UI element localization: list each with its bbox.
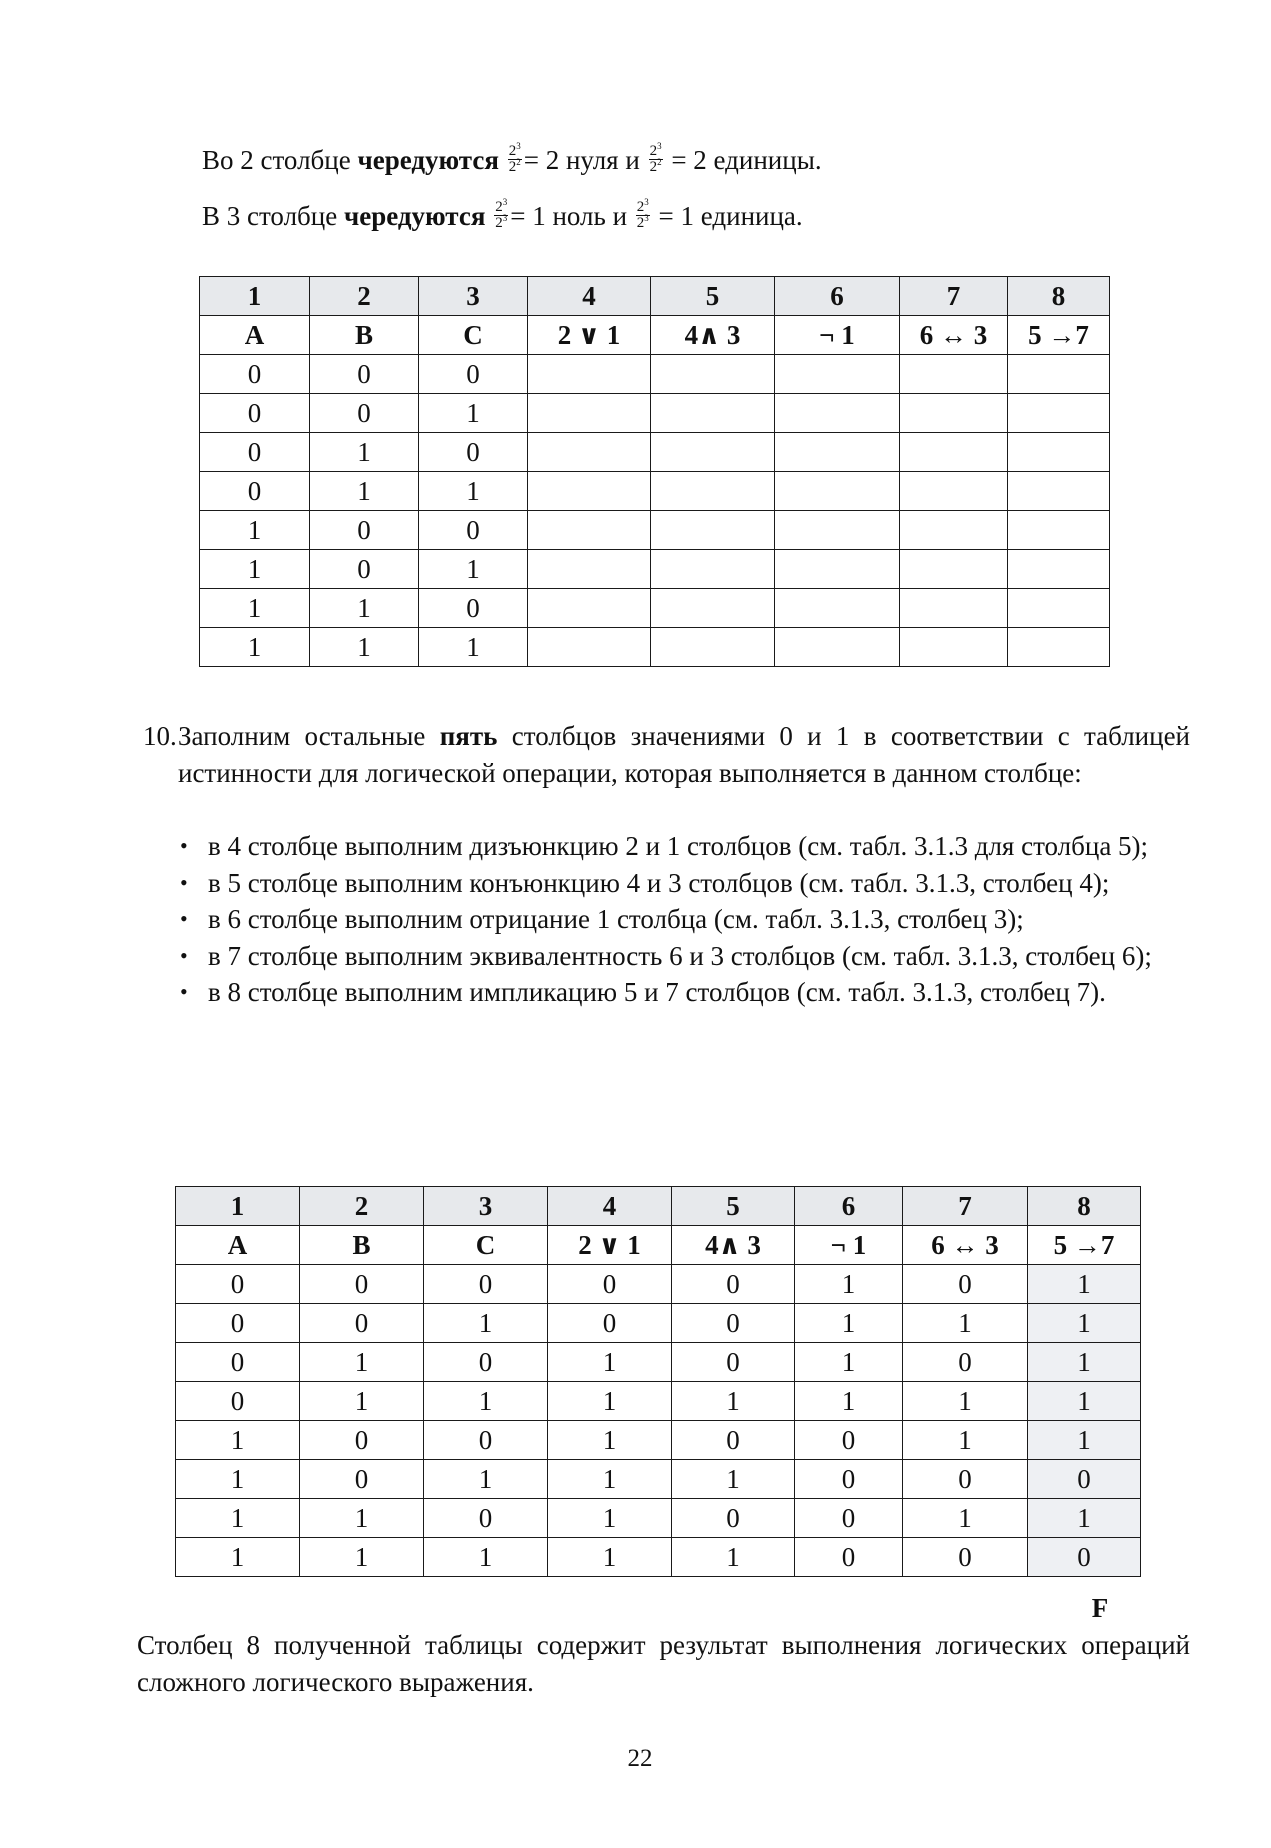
table-cell: 1	[200, 589, 310, 628]
table-cell	[1008, 628, 1110, 667]
table-row	[176, 1304, 1141, 1343]
table-cell: 0	[672, 1499, 795, 1538]
table-cell	[900, 628, 1008, 667]
conclusion-paragraph: Столбец 8 полученной таблицы содержит результат выполнения логических операций сложного логического выражения.	[137, 1630, 1190, 1697]
result-column-label: F	[1091, 1593, 1109, 1623]
table-cell: 0	[200, 433, 310, 472]
operations-list	[178, 828, 1190, 1011]
table-cell	[775, 355, 900, 394]
table-cell: 0	[419, 355, 528, 394]
table-cell	[1008, 394, 1110, 433]
fraction: $\frac{2^3}{2^3}$	[636, 197, 649, 232]
table-cell: 0	[424, 1499, 548, 1538]
table-cell: 1	[903, 1304, 1028, 1343]
table-cell: 0	[424, 1343, 548, 1382]
column-operation: ¬ 1	[795, 1226, 903, 1265]
table-row	[200, 394, 1110, 433]
table-cell: 1	[200, 550, 310, 589]
table-cell: 1	[200, 628, 310, 667]
table-cell: 0	[903, 1265, 1028, 1304]
table-cell: 1	[310, 628, 419, 667]
table-cell: 1	[424, 1460, 548, 1499]
table-cell: 0	[903, 1343, 1028, 1382]
table-cell: 0	[548, 1304, 672, 1343]
table-cell: 1	[548, 1421, 672, 1460]
table-cell	[651, 472, 775, 511]
table-cell	[775, 550, 900, 589]
table-cell: 0	[424, 1421, 548, 1460]
table-cell: 1	[310, 589, 419, 628]
table-row	[200, 589, 1110, 628]
table-cell	[900, 589, 1008, 628]
table-cell: 0	[795, 1421, 903, 1460]
table-cell	[651, 394, 775, 433]
bold-term: пять	[439, 721, 498, 751]
table-cell: 1	[176, 1421, 300, 1460]
bold-term: чередуются	[357, 145, 499, 175]
column-operation: B	[300, 1226, 424, 1265]
table-cell: 0	[795, 1538, 903, 1577]
bullet-icon: •	[180, 869, 188, 895]
table-cell: 1	[419, 550, 528, 589]
column-operation: 5 →7	[1028, 1226, 1141, 1265]
table-cell: 1	[548, 1499, 672, 1538]
table-cell: 0	[672, 1304, 795, 1343]
table-cell: 0	[419, 511, 528, 550]
table-cell: 1	[672, 1538, 795, 1577]
column-operation: 4∧ 3	[672, 1226, 795, 1265]
fraction: $\frac{2^3}{2^2}$	[508, 141, 521, 176]
table-cell: 0	[424, 1265, 548, 1304]
table-cell	[1008, 589, 1110, 628]
table-cell: 1	[176, 1538, 300, 1577]
table-cell	[651, 628, 775, 667]
table-cell: 1	[300, 1382, 424, 1421]
column-operation-row	[200, 316, 1110, 355]
table-cell: 0	[419, 589, 528, 628]
table-cell: 1	[1028, 1343, 1141, 1382]
table-cell	[775, 394, 900, 433]
table-cell: 1	[795, 1382, 903, 1421]
list-item-text: в 4 столбце выполним дизъюнкцию 2 и 1 столбцов (см. табл. 3.1.3 для столбца 5);	[208, 831, 1149, 861]
table-cell: 1	[1028, 1265, 1141, 1304]
column-operation: ¬ 1	[775, 316, 900, 355]
list-item	[178, 828, 1190, 865]
table-cell	[651, 355, 775, 394]
table-cell: 1	[300, 1538, 424, 1577]
table-cell: 1	[548, 1382, 672, 1421]
table-cell	[775, 433, 900, 472]
table-row	[200, 433, 1110, 472]
bullet-icon: •	[180, 979, 188, 1004]
column-number: 2	[300, 1187, 424, 1226]
table-cell	[775, 589, 900, 628]
table-cell	[1008, 355, 1110, 394]
table-cell: 0	[300, 1304, 424, 1343]
column-operation: A	[176, 1226, 300, 1265]
table-cell: 0	[903, 1460, 1028, 1499]
intro-line-2: В 3 столбце чередуются $\frac{2^3}{2^3}$ = 1 ноль и $\frac{2^3}{2^3}$ = 1 единица.	[202, 197, 803, 232]
table-cell	[528, 511, 651, 550]
column-number: 7	[903, 1187, 1028, 1226]
table-cell: 1	[424, 1304, 548, 1343]
table-cell: 0	[200, 355, 310, 394]
table-cell: 0	[672, 1343, 795, 1382]
column-operation-row	[176, 1226, 1141, 1265]
column-operation: C	[424, 1226, 548, 1265]
fraction: $\frac{2^3}{2^3}$	[495, 197, 508, 232]
table-cell: 1	[424, 1382, 548, 1421]
table-cell	[775, 628, 900, 667]
list-item	[178, 901, 1190, 938]
table-cell: 0	[672, 1421, 795, 1460]
list-item-text: в 5 столбце выполним конъюнкцию 4 и 3 столбцов (см. табл. 3.1.3, столбец 4);	[208, 867, 1110, 898]
table-cell	[528, 355, 651, 394]
bold-term: чередуются	[343, 201, 486, 231]
table-row	[176, 1421, 1141, 1460]
list-item	[178, 865, 1190, 902]
table-cell	[900, 433, 1008, 472]
column-operation: B	[310, 316, 419, 355]
table-cell: 0	[419, 433, 528, 472]
table-cell: 1	[1028, 1382, 1141, 1421]
table-cell: 1	[300, 1343, 424, 1382]
table-row	[200, 472, 1110, 511]
table-cell: 1	[672, 1382, 795, 1421]
fraction: $\frac{2^3}{2^2}$	[649, 141, 662, 176]
list-item-text: в 8 столбце выполним импликацию 5 и 7 столбцов (см. табл. 3.1.3, столбец 7).	[208, 977, 1106, 1007]
table-cell: 1	[1028, 1304, 1141, 1343]
table-cell	[651, 550, 775, 589]
table-cell: 0	[200, 472, 310, 511]
table-cell: 1	[419, 394, 528, 433]
table-cell: 1	[548, 1460, 672, 1499]
truth-table-empty	[199, 276, 1110, 667]
table-cell	[775, 511, 900, 550]
column-number: 1	[200, 277, 310, 316]
table-cell: 0	[1028, 1538, 1141, 1577]
intro-line-1: Во 2 столбце чередуются $\frac{2^3}{2^2}$ = 2 нуля и $\frac{2^3}{2^2}$ = 2 единицы.	[202, 141, 822, 176]
column-number: 5	[651, 277, 775, 316]
table-cell: 0	[1028, 1460, 1141, 1499]
table-cell: 1	[176, 1460, 300, 1499]
column-number-row	[176, 1187, 1141, 1226]
table-cell: 0	[300, 1460, 424, 1499]
table-cell: 0	[176, 1343, 300, 1382]
table-cell: 1	[310, 472, 419, 511]
table-cell: 0	[795, 1499, 903, 1538]
table-cell: 1	[176, 1499, 300, 1538]
table-row	[176, 1382, 1141, 1421]
table-cell: 1	[310, 433, 419, 472]
column-number: 4	[528, 277, 651, 316]
table-cell	[1008, 472, 1110, 511]
table-cell	[900, 511, 1008, 550]
table-cell: 1	[1028, 1421, 1141, 1460]
table-row	[176, 1265, 1141, 1304]
column-number: 4	[548, 1187, 672, 1226]
column-operation: 2 ∨ 1	[548, 1226, 672, 1265]
table-cell: 0	[200, 394, 310, 433]
table-cell	[528, 628, 651, 667]
table-cell: 0	[176, 1304, 300, 1343]
list-item-text: в 7 столбце выполним эквивалентность 6 и 3 столбцов (см. табл. 3.1.3, столбец 6);	[208, 940, 1152, 971]
column-operation: C	[419, 316, 528, 355]
table-cell: 1	[903, 1499, 1028, 1538]
table-cell: 1	[300, 1499, 424, 1538]
table-cell: 1	[672, 1460, 795, 1499]
table-cell	[900, 550, 1008, 589]
table-cell: 0	[310, 355, 419, 394]
truth-table-filled	[175, 1186, 1141, 1577]
table-cell: 1	[795, 1265, 903, 1304]
table-cell	[651, 589, 775, 628]
table-cell: 0	[310, 550, 419, 589]
list-item	[178, 974, 1190, 1011]
table-cell: 0	[795, 1460, 903, 1499]
table-cell: 1	[548, 1538, 672, 1577]
table-cell	[1008, 433, 1110, 472]
table-cell: 1	[419, 628, 528, 667]
column-number: 2	[310, 277, 419, 316]
table-cell: 1	[424, 1538, 548, 1577]
column-number-row	[200, 277, 1110, 316]
table-cell: 1	[903, 1382, 1028, 1421]
column-operation: 6 ↔ 3	[903, 1226, 1028, 1265]
table-cell	[528, 472, 651, 511]
table-row	[176, 1343, 1141, 1382]
table-cell: 1	[795, 1343, 903, 1382]
table-cell: 1	[795, 1304, 903, 1343]
column-number: 1	[176, 1187, 300, 1226]
table-cell: 0	[548, 1265, 672, 1304]
column-number: 5	[672, 1187, 795, 1226]
bullet-icon: •	[180, 906, 188, 931]
table-row	[200, 628, 1110, 667]
table-cell	[651, 433, 775, 472]
table-cell	[1008, 550, 1110, 589]
list-item	[178, 938, 1190, 975]
table-cell: 1	[1028, 1499, 1141, 1538]
table-cell	[900, 394, 1008, 433]
table-row	[176, 1460, 1141, 1499]
table-cell: 1	[548, 1343, 672, 1382]
table-row	[176, 1499, 1141, 1538]
column-number: 3	[419, 277, 528, 316]
table-cell: 0	[310, 394, 419, 433]
table-cell	[775, 472, 900, 511]
column-operation: 4∧ 3	[651, 316, 775, 355]
column-number: 8	[1008, 277, 1110, 316]
table-cell	[900, 355, 1008, 394]
table-row	[176, 1538, 1141, 1577]
table-cell: 0	[176, 1265, 300, 1304]
table-cell	[528, 433, 651, 472]
column-operation: 5 →7	[1008, 316, 1110, 355]
table-cell	[528, 589, 651, 628]
list-item-text: в 6 столбце выполним отрицание 1 столбца (см. табл. 3.1.3, столбец 3);	[208, 904, 1024, 934]
table-cell: 0	[672, 1265, 795, 1304]
table-cell: 0	[300, 1421, 424, 1460]
column-operation: 2 ∨ 1	[528, 316, 651, 355]
table-row	[200, 511, 1110, 550]
table-cell: 0	[300, 1265, 424, 1304]
table-cell	[528, 394, 651, 433]
step-number: 10.	[143, 721, 177, 751]
column-number: 6	[795, 1187, 903, 1226]
column-operation: A	[200, 316, 310, 355]
table-cell: 0	[310, 511, 419, 550]
column-operation: 6 ↔ 3	[900, 316, 1008, 355]
bullet-icon: •	[180, 833, 188, 858]
table-cell: 1	[200, 511, 310, 550]
table-cell	[1008, 511, 1110, 550]
step-10-paragraph: Заполним остальные пять столбцов значениями 0 и 1 в соответствии с таблицей истинности для логической операции, которая выполняется в данном столбце:	[178, 721, 1191, 788]
page-number: 22	[627, 1745, 653, 1772]
table-row	[200, 355, 1110, 394]
column-number: 3	[424, 1187, 548, 1226]
bullet-icon: •	[180, 942, 188, 968]
table-cell	[900, 472, 1008, 511]
table-cell: 0	[903, 1538, 1028, 1577]
column-number: 8	[1028, 1187, 1141, 1226]
table-cell	[651, 511, 775, 550]
column-number: 7	[900, 277, 1008, 316]
table-cell	[528, 550, 651, 589]
table-cell: 1	[903, 1421, 1028, 1460]
column-number: 6	[775, 277, 900, 316]
table-row	[200, 550, 1110, 589]
table-cell: 0	[176, 1382, 300, 1421]
table-cell: 1	[419, 472, 528, 511]
